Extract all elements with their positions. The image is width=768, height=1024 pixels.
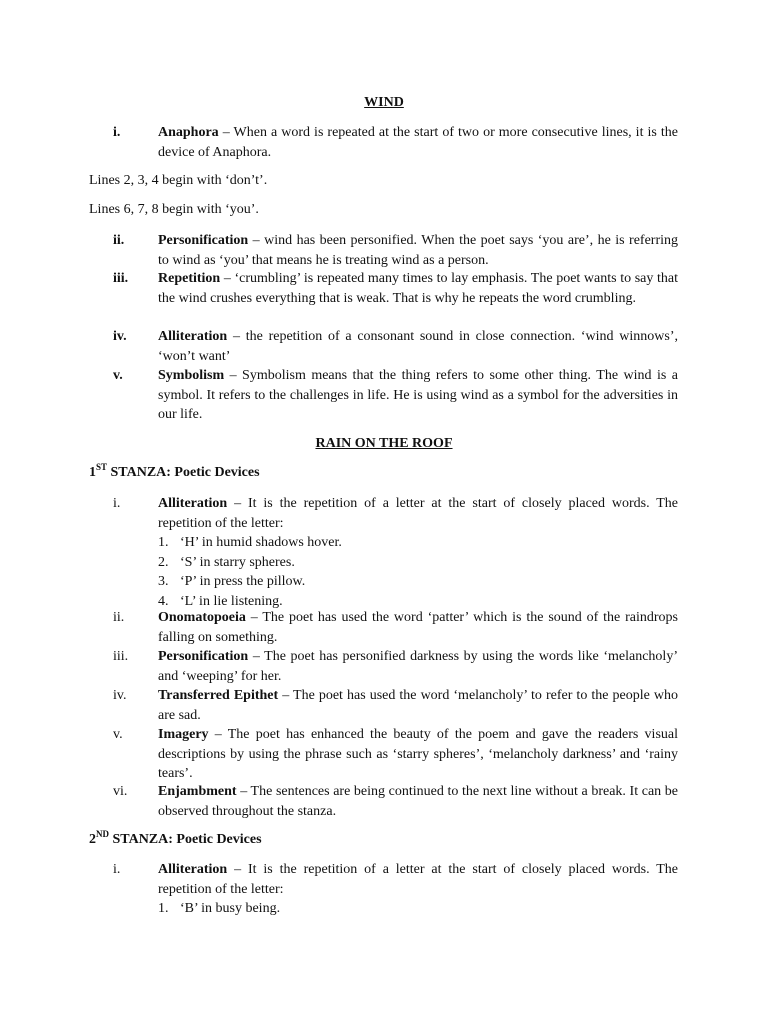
device-text: – Symbolism means that the thing refers to some other thing. The wind is a symbol. It refers to the challenges in life. He is using wind as a symbol for the adversities in our life.: [158, 368, 678, 422]
stanza1-item-4: [113, 686, 678, 725]
stanza-2-heading: 2ND STANZA: Poetic Devices: [89, 829, 262, 847]
list-item: 3. ‘P’ in press the pillow.: [158, 574, 306, 589]
device-term: Enjambment: [158, 784, 237, 799]
list-item: 1. ‘B’ in busy being.: [158, 901, 281, 916]
stanza1-item-2: [113, 608, 678, 647]
device-term: Transferred Epithet: [158, 688, 279, 703]
stanza1-item-1: [113, 494, 678, 611]
section-title-rain: RAIN ON THE ROOF: [315, 436, 453, 451]
wind-item-3: [113, 269, 678, 308]
device-term: Anaphora: [158, 125, 219, 140]
section-title-wind: WIND: [364, 95, 404, 110]
device-term: Personification: [158, 233, 249, 248]
example-list: [158, 899, 678, 919]
device-term: Alliteration: [158, 329, 228, 344]
device-text: – The poet has used the word ‘patter’ which is the sound of the raindrops falling on something.: [158, 610, 678, 645]
item-number: i.: [113, 862, 121, 877]
list-item: 2. ‘S’ in starry spheres.: [158, 554, 295, 570]
item-number: iii.: [113, 271, 129, 286]
stanza1-item-3: [113, 647, 678, 686]
device-term: Imagery: [158, 727, 209, 742]
device-text: – It is the repetition of a letter at the start of closely placed words. The repetition of the letter:: [158, 862, 678, 897]
stanza1-item-5: [113, 725, 678, 784]
wind-item-2: [113, 231, 678, 270]
wind-item-5: [113, 366, 678, 425]
stanza2-item-1: [113, 860, 678, 919]
device-text: – the repetition of a consonant sound in close connection. ‘wind winnows’, ‘won’t want’: [158, 329, 678, 364]
device-text: – The sentences are being continued to the next line without a break. It can be observed throughout the stanza.: [158, 784, 678, 819]
device-term: Alliteration: [158, 862, 228, 877]
example-list: [158, 533, 678, 611]
device-text: – The poet has enhanced the beauty of the poem and gave the readers visual descriptions by using the phrase such as ‘starry spheres’, ‘melancholy darkness’ and ‘rainy tears’.: [158, 727, 678, 781]
item-number: iii.: [113, 649, 129, 664]
item-number: v.: [113, 727, 123, 742]
device-term: Alliteration: [158, 496, 228, 511]
device-term: Symbolism: [158, 368, 225, 383]
wind-item-4: [113, 327, 678, 366]
paragraph-lines-6-8: Lines 6, 7, 8 begin with ‘you’.: [89, 202, 259, 217]
item-number: iv.: [113, 688, 127, 703]
device-text: – When a word is repeated at the start of two or more consecutive lines, it is the device of Anaphora.: [158, 125, 678, 160]
item-number: v.: [113, 368, 123, 383]
stanza1-item-6: [113, 782, 678, 821]
device-text: – The poet has personified darkness by using the words like ‘melancholy’ and ‘weeping’ for her.: [158, 649, 678, 684]
wind-item-1: [113, 123, 678, 162]
device-text: – It is the repetition of a letter at the start of closely placed words. The repetition of the letter:: [158, 496, 678, 531]
device-term: Repetition: [158, 271, 221, 286]
item-number: ii.: [113, 610, 125, 625]
device-text: – ‘crumbling’ is repeated many times to lay emphasis. The poet wants to say that the wind crushes everything that is weak. That is why he repeats the word crumbling.: [158, 271, 678, 306]
list-item: 1. ‘H’ in humid shadows hover.: [158, 535, 342, 550]
device-text: – wind has been personified. When the poet says ‘you are’, he is referring to wind as ‘you’ that means he is treating wind as a person.: [158, 233, 678, 268]
item-number: ii.: [113, 233, 125, 248]
stanza-1-heading: 1ST STANZA: Poetic Devices: [89, 462, 260, 480]
item-number: i.: [113, 496, 121, 511]
device-text: – The poet has used the word ‘melancholy’ to refer to the people who are sad.: [158, 688, 678, 723]
item-number: i.: [113, 125, 121, 140]
paragraph-lines-2-4: Lines 2, 3, 4 begin with ‘don’t’.: [89, 173, 268, 188]
item-number: iv.: [113, 329, 127, 344]
list-item: 4. ‘L’ in lie listening.: [158, 593, 283, 609]
device-term: Onomatopoeia: [158, 610, 246, 625]
device-term: Personification: [158, 649, 249, 664]
item-number: vi.: [113, 784, 128, 799]
